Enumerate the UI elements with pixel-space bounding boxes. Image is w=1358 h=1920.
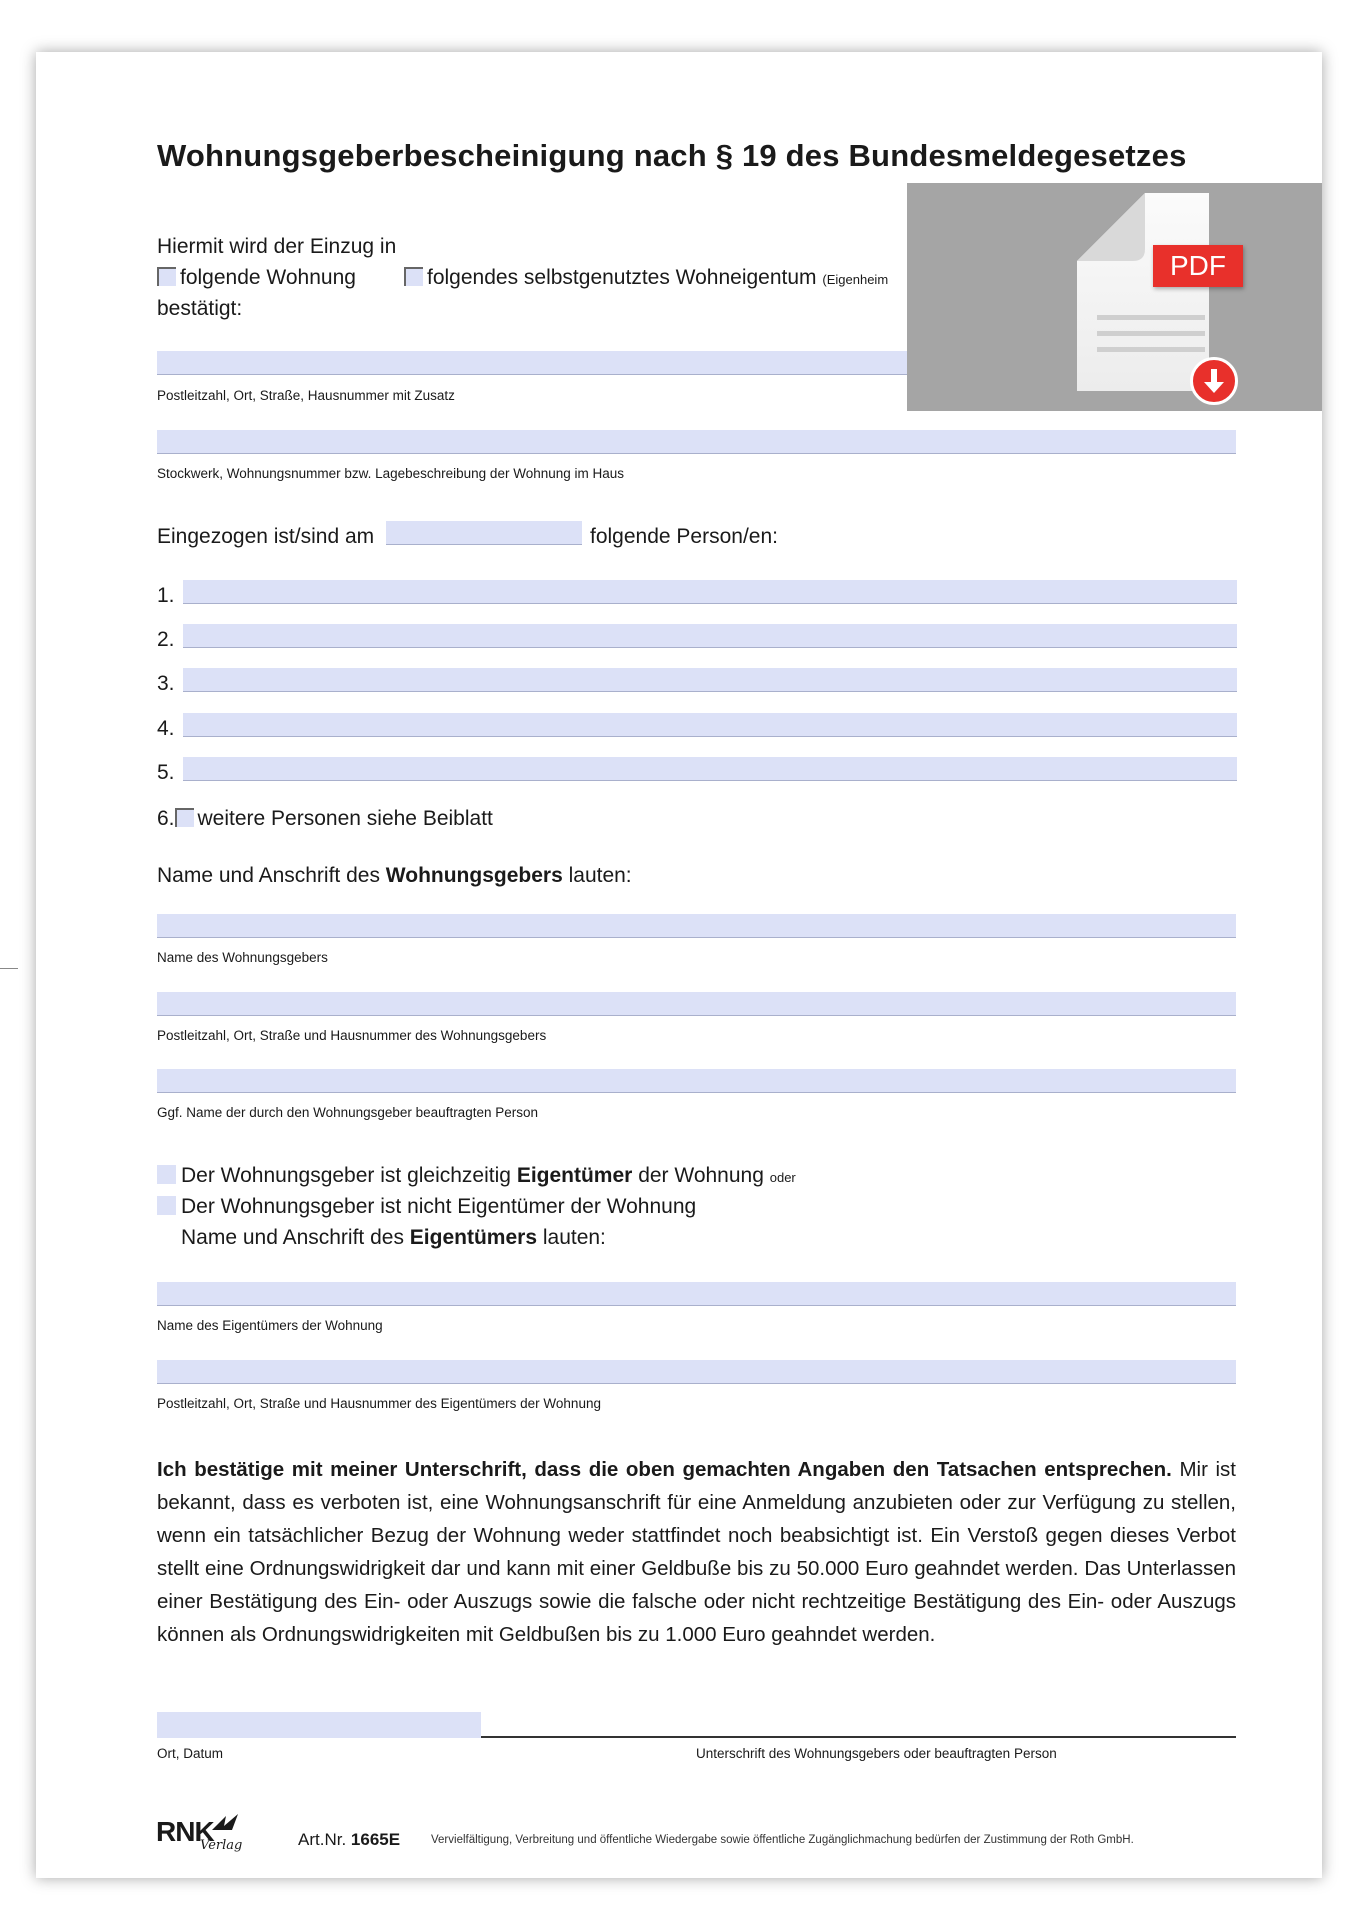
person-number: 3. [157, 672, 175, 695]
owner-heading: Name und Anschrift des Eigentümers lauten: [181, 1226, 606, 1249]
floor-label: Stockwerk, Wohnungsnummer bzw. Lagebeschreibung der Wohnung im Haus [157, 466, 625, 481]
person-number: 5. [157, 761, 175, 784]
person-number: 4. [157, 717, 175, 740]
landlord-agent-input[interactable] [157, 1069, 1236, 1093]
rnk-logo: RNK Verlag [156, 1816, 243, 1853]
move-in-date-input[interactable] [386, 521, 582, 545]
person-number: 2. [157, 628, 175, 651]
person-input[interactable] [183, 668, 1237, 692]
declaration-bold: Ich bestätige mit meiner Unterschrift, dass die oben gemachten Angaben den Tatsachen entsprechen. [157, 1458, 1172, 1481]
person-input[interactable] [183, 713, 1237, 737]
owner-name-input[interactable] [157, 1282, 1236, 1306]
landlord-name-input[interactable] [157, 914, 1236, 938]
place-date-label: Ort, Datum [157, 1746, 224, 1761]
landlord-heading: Name und Anschrift des Wohnungsgebers lauten: [157, 864, 632, 887]
owner-option-yes: Der Wohnungsgeber ist gleichzeitig Eigentümer der Wohnung oder [181, 1164, 796, 1187]
document-title: Wohnungsgeberbescheinigung nach § 19 des Bundesmeldegesetzes [157, 138, 1187, 173]
move-in-suffix: folgende Person/en: [590, 525, 778, 548]
person-input[interactable] [183, 580, 1237, 604]
pdf-badge: PDF [1153, 245, 1243, 287]
person-number: 1. [157, 584, 175, 607]
person-input[interactable] [183, 757, 1237, 781]
declaration-body: Mir ist bekannt, dass es verboten ist, eine Wohnungsanschrift für eine Anmeldung anzubieten oder zur Verfügung zu stellen, wenn ein tatsächlicher Bezug der Wohnung weder stattfindet noch beabsichtigt ist. Ein Verstoß gegen dieses Verbot stellt eine Ordnungswidrigkeit dar und kann mit einer Geldbuße bis zu 50.000 Euro geahndet werden. Das Unterlassen einer Bestätigung des Ein- oder Auszugs sowie die falsche oder nicht rechtzeitige Bestätigung des Ein- oder Auszugs können als Ordnungswidrigkeiten mit Geldbußen bis zu 1.000 Euro geahndet werden. [157, 1458, 1236, 1646]
landlord-name-label: Name des Wohnungsgebers [157, 950, 328, 965]
margin-mark [0, 968, 18, 969]
more-persons-row[interactable]: 6. weitere Personen siehe Beiblatt [157, 807, 493, 830]
option-apartment[interactable]: folgende Wohnung [157, 266, 356, 290]
intro-confirmed: bestätigt: [157, 297, 243, 320]
landlord-address-label: Postleitzahl, Ort, Straße und Hausnummer des Wohnungsgebers [157, 1028, 547, 1043]
move-in-prefix: Eingezogen ist/sind am [157, 525, 375, 548]
address-label: Postleitzahl, Ort, Straße, Hausnummer mit Zusatz [157, 388, 455, 403]
checkbox-apartment[interactable] [157, 267, 176, 286]
signature-line[interactable] [481, 1736, 1236, 1738]
owner-name-label: Name des Eigentümers der Wohnung [157, 1318, 383, 1333]
copyright-note: Vervielfältigung, Verbreitung und öffentliche Wiedergabe sowie öffentliche Zugänglichmachung bedürfen der Zustimmung der Roth GmbH. [431, 1834, 1134, 1846]
signature-label: Unterschrift des Wohnungsgebers oder beauftragten Person [696, 1746, 1057, 1761]
checkbox-own-property[interactable] [404, 267, 423, 286]
place-date-input[interactable] [157, 1712, 481, 1738]
checkbox-more-persons[interactable] [175, 808, 194, 827]
intro-text: Hiermit wird der Einzug in [157, 235, 397, 258]
landlord-address-input[interactable] [157, 992, 1236, 1016]
checkbox-is-owner[interactable] [157, 1165, 176, 1184]
person-input[interactable] [183, 624, 1237, 648]
article-number: Art.Nr. 1665E [298, 1830, 401, 1849]
floor-input[interactable] [157, 430, 1236, 454]
pdf-download-icon[interactable] [1190, 357, 1238, 405]
landlord-agent-label: Ggf. Name der durch den Wohnungsgeber beauftragten Person [157, 1105, 538, 1120]
owner-address-label: Postleitzahl, Ort, Straße und Hausnummer des Eigentümers der Wohnung [157, 1396, 601, 1411]
owner-address-input[interactable] [157, 1360, 1236, 1384]
pdf-download-overlay[interactable] [907, 183, 1322, 411]
checkbox-not-owner[interactable] [157, 1196, 176, 1215]
declaration-text [157, 1453, 1236, 1651]
logo-arrow-icon [212, 1814, 238, 1830]
owner-option-no: Der Wohnungsgeber ist nicht Eigentümer der Wohnung [181, 1195, 697, 1218]
option-own-property[interactable]: folgendes selbstgenutztes Wohneigentum (Eigenheim [404, 266, 888, 290]
